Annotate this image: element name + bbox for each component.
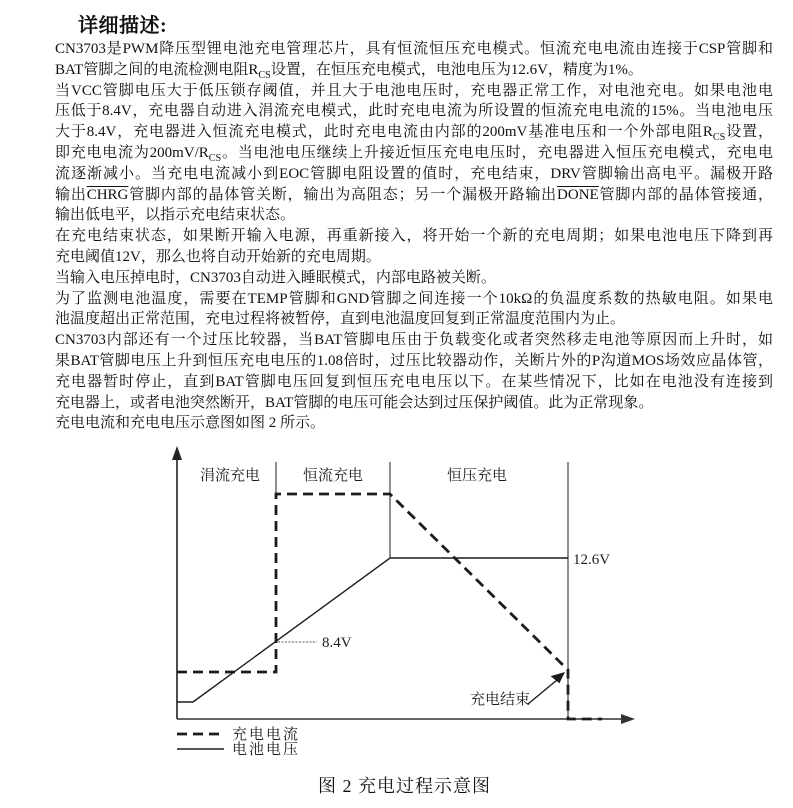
text-segment: CS [208, 152, 222, 164]
figure-legend [177, 725, 300, 758]
legend-battery-voltage-label: 电池电压 [232, 742, 301, 758]
text-segment: 大于8.4V，充电器进入恒流充电模式，此时充电电流由内部的200mV基准电压和一个外部电阻R [55, 124, 713, 141]
text-segment: 设置， [725, 124, 773, 141]
text-segment: 充电器暂时停止，直到BAT管脚电压回复到恒压充电电压以下。在某些情况下，比如在电池没有连接到 [55, 373, 773, 390]
text-segment: 。当电池电压继续上升接近恒压充电电压时，充电器进入恒压充电模式，充电电 [221, 144, 773, 161]
label-constant-current-region: 恒流充电 [302, 468, 364, 484]
text-segment: 管脚内部的晶体管接通， [598, 186, 773, 203]
text-segment: CN3703是PWM降压型锂电池充电管理芯片，具有恒流恒压充电模式。恒流充电电流由连接于CSP管脚和 [55, 41, 773, 57]
battery-voltage-curve [177, 558, 568, 702]
text-segment: CHRG [86, 186, 129, 203]
label-trickle-threshold: 8.4V [322, 635, 352, 651]
text-segment: 为了监测电池温度，需要在TEMP管脚和GND管脚之间连接一个10kΩ的负温度系数的热敏电阻。如果电 [55, 290, 773, 307]
x-axis-arrow-icon [621, 714, 635, 724]
text-segment: 池温度超出正常范围，充电过程将被暂停，直到电池温度回复到正常温度范围内为止。 [55, 311, 626, 328]
label-constant-voltage-region: 恒压充电 [446, 468, 508, 484]
y-axis [172, 446, 182, 719]
text-segment: CN3703内部还有一个过压比较器，当BAT管脚电压由于负载变化或者突然移走电池等原因而上升时，如 [55, 332, 773, 349]
text-segment: CS [712, 132, 726, 144]
text-segment: 设置，在恒压充电模式，电池电压为12.6V，精度为1%。 [270, 61, 643, 78]
label-trickle-region: 涓流充电 [199, 468, 261, 484]
text-segment: DONE [557, 186, 599, 203]
page-title: 详细描述: [78, 15, 168, 37]
text-segment: 当VCC管脚电压大于低压锁存阈值，并且大于电池电压时，充电器正常工作，对电池充电。如果电池电 [55, 82, 773, 99]
text-segment: 充电电流和充电电压示意图如图 2 所示。 [55, 415, 326, 432]
label-end-of-charge: 充电结束 [469, 692, 531, 708]
text-segment: CS [258, 69, 271, 81]
text-segment: 在充电结束状态，如果断开输入电源，再重新接入，将开始一个新的充电周期；如果电池电压下降到再 [55, 228, 773, 245]
text-segment: 管脚内部的晶体管关断，输出为高阻态；另一个漏极开路输出 [128, 186, 558, 203]
y-axis-arrow-icon [172, 446, 182, 460]
text-segment: 当输入电压掉电时，CN3703自动进入睡眠模式，内部电路被关断。 [55, 269, 496, 286]
label-full-voltage: 12.6V [573, 552, 611, 568]
text-segment: 充电阈值12V，那么也将自动开始新的充电周期。 [55, 248, 381, 265]
text-segment: 果BAT管脚电压上升到恒压充电电压的1.08倍时，过压比较器动作，关断片外的P沟道MOS场效应晶体管， [55, 352, 773, 369]
text-segment: 输出低电平，以指示充电结束状态。 [55, 207, 296, 224]
figure-caption: 图 2 充电过程示意图 [318, 776, 491, 796]
text-segment: 充电器上，或者电池突然断开，BAT管脚的电压可能会达到过压保护阈值。此为正常现象。 [55, 394, 654, 411]
end-of-charge-arrow-icon [528, 672, 565, 704]
text-segment: 压低于8.4V，充电器自动进入涓流充电模式，此时充电电流为所设置的恒流充电电流的15%。当电池电压 [55, 103, 773, 120]
text-segment: BAT管脚之间的电流检测电阻R [55, 61, 259, 78]
text-segment: 即充电电流为200mV/R [55, 144, 209, 161]
text-segment: 输出 [55, 186, 87, 203]
text-segment: 流逐渐减小。当充电电流减小到EOC管脚电阻设置的值时，充电结束，DRV管脚输出高电平。漏极开路 [55, 165, 773, 182]
x-axis [177, 714, 635, 724]
legend-charge-current-label: 充电电流 [232, 727, 301, 743]
